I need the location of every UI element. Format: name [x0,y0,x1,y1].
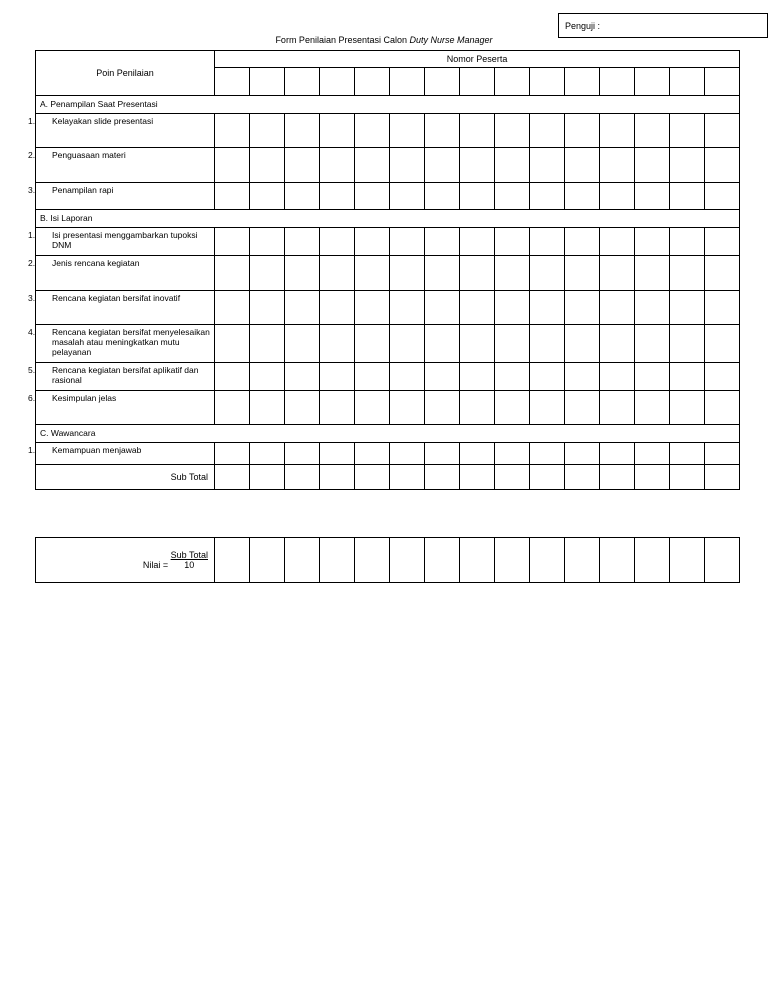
score-cell[interactable] [460,148,495,183]
score-cell[interactable] [705,228,740,256]
score-cell[interactable] [600,256,635,291]
participant-number-cell[interactable] [565,68,600,96]
score-cell[interactable] [495,538,530,583]
score-cell[interactable] [285,228,320,256]
nilai-table [35,537,740,583]
criterion-label [28,363,215,391]
score-cell[interactable] [600,325,635,363]
score-cell[interactable] [425,391,460,425]
criterion-row [36,443,740,465]
score-cell[interactable] [530,465,565,490]
score-cell[interactable] [355,183,390,210]
participant-number-cell[interactable] [670,68,705,96]
section-c-heading: C. Wawancara [36,425,740,443]
score-cell[interactable] [460,228,495,256]
participant-number-cell[interactable] [460,68,495,96]
score-cell[interactable] [285,538,320,583]
score-cell[interactable] [215,291,250,325]
score-cell[interactable] [495,465,530,490]
criterion-text: Penampilan rapi [52,185,114,195]
score-cell[interactable] [425,363,460,391]
score-cell[interactable] [320,538,355,583]
score-cell[interactable] [320,391,355,425]
score-cell[interactable] [635,228,670,256]
score-cell[interactable] [460,363,495,391]
score-cell[interactable] [215,183,250,210]
score-cell[interactable] [355,291,390,325]
score-cell[interactable] [705,148,740,183]
score-cell[interactable] [355,228,390,256]
score-cell[interactable] [530,538,565,583]
score-cell[interactable] [285,256,320,291]
score-cell[interactable] [635,148,670,183]
score-cell[interactable] [600,291,635,325]
participant-number-cell[interactable] [285,68,320,96]
score-cell[interactable] [425,291,460,325]
score-cell[interactable] [495,325,530,363]
subtotal-row [36,465,740,490]
criterion-text: Rencana kegiatan bersifat menyelesaikan masalah atau meningkatkan mutu pelayanan [52,327,210,357]
criterion-label [28,114,215,148]
score-cell[interactable] [425,465,460,490]
criterion-row [36,183,740,210]
score-cell[interactable] [460,183,495,210]
nilai-row [36,538,740,583]
score-cell[interactable] [705,443,740,465]
score-cell[interactable] [285,443,320,465]
participant-number-cell[interactable] [705,68,740,96]
score-cell[interactable] [705,465,740,490]
criterion-row [36,325,740,363]
score-cell[interactable] [670,325,705,363]
score-cell[interactable] [565,148,600,183]
score-cell[interactable] [530,363,565,391]
score-cell[interactable] [635,183,670,210]
criterion-text: Kemampuan menjawab [52,445,142,455]
score-cell[interactable] [425,325,460,363]
score-cell[interactable] [320,465,355,490]
criterion-text: Kelayakan slide presentasi [52,116,154,126]
score-cell[interactable] [600,538,635,583]
score-cell[interactable] [215,325,250,363]
score-cell[interactable] [320,363,355,391]
criterion-number: 2. [28,258,36,268]
participant-number-cell[interactable] [600,68,635,96]
score-cell[interactable] [670,443,705,465]
criterion-label [28,256,215,291]
score-cell[interactable] [530,183,565,210]
score-cell[interactable] [635,538,670,583]
score-cell[interactable] [495,228,530,256]
score-cell[interactable] [600,148,635,183]
score-cell[interactable] [250,363,285,391]
participant-number-cell[interactable] [250,68,285,96]
score-cell[interactable] [250,538,285,583]
nilai-prefix: Nilai = [142,560,171,570]
score-cell[interactable] [495,291,530,325]
score-cell[interactable] [565,114,600,148]
score-cell[interactable] [635,391,670,425]
score-cell[interactable] [250,291,285,325]
form-title-italic: Duty Nurse Manager [409,35,493,45]
score-cell[interactable] [635,465,670,490]
penguji-label: Penguji : [565,21,601,31]
score-cell[interactable] [390,443,425,465]
score-cell[interactable] [635,363,670,391]
score-cell[interactable] [250,148,285,183]
score-cell[interactable] [425,538,460,583]
criterion-number: 4. [28,327,36,337]
criterion-text: Penguasaan materi [52,150,126,160]
score-cell[interactable] [495,114,530,148]
score-cell[interactable] [320,325,355,363]
score-cell[interactable] [600,465,635,490]
criterion-number: 6. [28,393,36,403]
score-cell[interactable] [460,391,495,425]
score-cell[interactable] [425,114,460,148]
score-cell[interactable] [390,363,425,391]
score-cell[interactable] [390,148,425,183]
score-cell[interactable] [460,465,495,490]
score-cell[interactable] [670,256,705,291]
participant-number-cell[interactable] [530,68,565,96]
criterion-text: Isi presentasi menggambarkan tupoksi DNM [52,230,198,250]
score-cell[interactable] [320,183,355,210]
score-cell[interactable] [530,256,565,291]
score-cell[interactable] [565,443,600,465]
criterion-row [36,363,740,391]
score-cell[interactable] [670,114,705,148]
score-cell[interactable] [390,465,425,490]
criterion-label [28,148,215,183]
score-cell[interactable] [635,256,670,291]
score-cell[interactable] [600,228,635,256]
score-cell[interactable] [495,391,530,425]
score-cell[interactable] [635,114,670,148]
criterion-row [36,291,740,325]
score-cell[interactable] [530,443,565,465]
score-cell[interactable] [530,291,565,325]
nilai-denominator: 10 [184,560,195,570]
criterion-label [28,391,215,425]
criterion-label [28,228,215,256]
score-cell[interactable] [355,538,390,583]
score-cell[interactable] [565,363,600,391]
nomor-peserta-header: Nomor Peserta [215,51,740,68]
score-cell[interactable] [355,114,390,148]
score-cell[interactable] [705,256,740,291]
score-cell[interactable] [250,228,285,256]
participant-number-cell[interactable] [495,68,530,96]
score-cell[interactable] [320,114,355,148]
score-cell[interactable] [285,363,320,391]
assessment-table [28,50,740,490]
section-a-heading: A. Penampilan Saat Presentasi [36,96,740,114]
score-cell[interactable] [460,114,495,148]
score-cell[interactable] [215,256,250,291]
criterion-label [28,443,215,465]
score-cell[interactable] [320,291,355,325]
subtotal-label: Sub Total [36,465,215,490]
criterion-number: 3. [28,185,36,195]
score-cell[interactable] [215,391,250,425]
score-cell[interactable] [565,465,600,490]
score-cell[interactable] [390,256,425,291]
participant-number-cell[interactable] [320,68,355,96]
score-cell[interactable] [670,291,705,325]
form-title [0,35,768,45]
score-cell[interactable] [565,325,600,363]
criterion-text: Rencana kegiatan bersifat aplikatif dan rasional [52,365,199,385]
score-cell[interactable] [425,256,460,291]
participant-number-cell[interactable] [425,68,460,96]
criterion-text: Kesimpulan jelas [52,393,117,403]
criterion-label [28,183,215,210]
score-cell[interactable] [390,291,425,325]
score-cell[interactable] [355,465,390,490]
score-cell[interactable] [390,325,425,363]
score-cell[interactable] [670,465,705,490]
score-cell[interactable] [495,443,530,465]
score-cell[interactable] [320,256,355,291]
nilai-fraction [171,550,208,570]
score-cell[interactable] [285,391,320,425]
score-cell[interactable] [670,183,705,210]
score-cell[interactable] [320,443,355,465]
score-cell[interactable] [215,538,250,583]
score-cell[interactable] [705,391,740,425]
section-b-heading: B. Isi Laporan [36,210,740,228]
score-cell[interactable] [530,114,565,148]
score-cell[interactable] [425,443,460,465]
score-cell[interactable] [355,256,390,291]
criterion-number: 3. [28,293,36,303]
score-cell[interactable] [250,183,285,210]
score-cell[interactable] [705,291,740,325]
criterion-number: 1. [28,116,36,126]
score-cell[interactable] [600,443,635,465]
nilai-label [36,538,215,583]
score-cell[interactable] [495,363,530,391]
score-cell[interactable] [250,256,285,291]
criterion-number: 2. [28,150,36,160]
score-cell[interactable] [705,538,740,583]
score-cell[interactable] [355,391,390,425]
score-cell[interactable] [285,114,320,148]
score-cell[interactable] [390,114,425,148]
criterion-row [36,391,740,425]
score-cell[interactable] [460,325,495,363]
score-cell[interactable] [425,148,460,183]
score-cell[interactable] [635,443,670,465]
criterion-row [36,256,740,291]
poin-penilaian-header: Poin Penilaian [36,51,215,96]
participant-number-cell[interactable] [635,68,670,96]
score-cell[interactable] [530,325,565,363]
score-cell[interactable] [565,538,600,583]
score-cell[interactable] [250,391,285,425]
criterion-row [36,148,740,183]
score-cell[interactable] [670,363,705,391]
score-cell[interactable] [250,114,285,148]
score-cell[interactable] [705,363,740,391]
score-cell[interactable] [600,183,635,210]
score-cell[interactable] [635,291,670,325]
score-cell[interactable] [705,114,740,148]
score-cell[interactable] [355,148,390,183]
score-cell[interactable] [355,363,390,391]
nilai-numerator: Sub Total [170,550,208,560]
score-cell[interactable] [705,183,740,210]
score-cell[interactable] [250,443,285,465]
score-cell[interactable] [600,363,635,391]
score-cell[interactable] [495,183,530,210]
score-cell[interactable] [565,391,600,425]
score-cell[interactable] [460,538,495,583]
score-cell[interactable] [460,291,495,325]
score-cell[interactable] [600,114,635,148]
score-cell[interactable] [495,256,530,291]
score-cell[interactable] [215,148,250,183]
criterion-number: 5. [28,365,36,375]
criterion-number: 1. [28,230,36,240]
score-cell[interactable] [670,391,705,425]
score-cell[interactable] [600,391,635,425]
score-cell[interactable] [425,183,460,210]
score-cell[interactable] [495,148,530,183]
score-cell[interactable] [215,228,250,256]
score-cell[interactable] [530,228,565,256]
score-cell[interactable] [215,443,250,465]
score-cell[interactable] [670,148,705,183]
criterion-number: 1. [28,445,36,455]
criterion-label [28,291,215,325]
score-cell[interactable] [355,325,390,363]
score-cell[interactable] [530,148,565,183]
score-cell[interactable] [565,291,600,325]
score-cell[interactable] [460,443,495,465]
score-cell[interactable] [425,228,460,256]
score-cell[interactable] [320,228,355,256]
participant-number-cell[interactable] [355,68,390,96]
score-cell[interactable] [460,256,495,291]
score-cell[interactable] [705,325,740,363]
criterion-row [36,114,740,148]
participant-number-cell[interactable] [215,68,250,96]
criterion-text: Jenis rencana kegiatan [52,258,140,268]
score-cell[interactable] [215,114,250,148]
score-cell[interactable] [390,538,425,583]
score-cell[interactable] [285,325,320,363]
score-cell[interactable] [670,228,705,256]
score-cell[interactable] [670,538,705,583]
score-cell[interactable] [530,391,565,425]
score-cell[interactable] [215,363,250,391]
score-cell[interactable] [250,465,285,490]
score-cell[interactable] [355,443,390,465]
criterion-text: Rencana kegiatan bersifat inovatif [52,293,181,303]
score-cell[interactable] [285,465,320,490]
score-cell[interactable] [390,228,425,256]
score-cell[interactable] [320,148,355,183]
score-cell[interactable] [285,148,320,183]
score-cell[interactable] [390,183,425,210]
score-cell[interactable] [565,183,600,210]
score-cell[interactable] [250,325,285,363]
score-cell[interactable] [215,465,250,490]
criterion-label [28,325,215,363]
form-title-prefix: Form Penilaian Presentasi Calon [275,35,410,45]
score-cell[interactable] [565,228,600,256]
score-cell[interactable] [390,391,425,425]
participant-number-cell[interactable] [390,68,425,96]
criterion-row [36,228,740,256]
score-cell[interactable] [285,291,320,325]
score-cell[interactable] [635,325,670,363]
score-cell[interactable] [565,256,600,291]
score-cell[interactable] [285,183,320,210]
